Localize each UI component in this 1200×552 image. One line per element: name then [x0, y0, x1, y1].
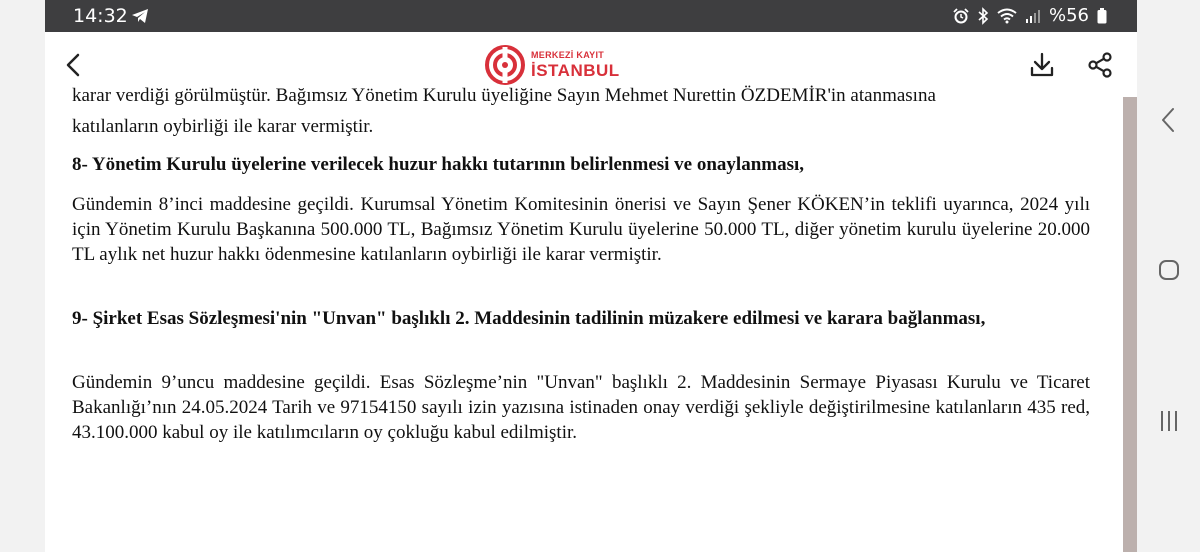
- heading-item-9: 9- Şirket Esas Sözleşmesi'nin "Unvan" başlıklı 2. Maddesinin tadilinin müzakere edilmesi ve karara bağlanması,: [72, 308, 986, 329]
- wifi-icon: [997, 8, 1017, 24]
- phone-screen: [45, 0, 1137, 540]
- heading-item-8: 8- Yönetim Kurulu üyelerine verilecek huzur hakkı tutarının belirlenmesi ve onaylanması,: [72, 154, 805, 175]
- back-arrow-icon[interactable]: [59, 50, 89, 80]
- nav-back-icon[interactable]: [1157, 105, 1181, 135]
- status-icons: [953, 5, 1107, 26]
- pdf-viewer-window: [45, 32, 1137, 552]
- battery-percent: %56: [1048, 5, 1089, 26]
- pdf-page[interactable]: [45, 85, 1123, 552]
- android-nav-bar: [1137, 0, 1200, 540]
- mkk-logo-icon: [485, 45, 525, 85]
- download-icon[interactable]: [1027, 50, 1057, 80]
- nav-home-icon[interactable]: [1157, 258, 1181, 282]
- paragraph-continuation: katılanların oybirliği ile karar vermiştir.: [72, 116, 374, 137]
- paragraph-item-8: Gündemin 8’inci maddesine geçildi. Kurumsal Yönetim Komitesinin önerisi ve Sayın Şener KÖKEN’in teklifi uyarınca, 2024 yılı için Yönetim Kurulu Başkanına 500.000 TL, Bağımsız Yönetim Kurulu üyelerine 50.000 TL, diğer yönetim kurulu üyelerine 20.000 TL aylık net huzur hakkı ödenmesine katılanların oybirliği ile karar vermiştir.: [72, 194, 1090, 265]
- bluetooth-icon: [977, 8, 989, 24]
- nav-recents-icon[interactable]: [1157, 408, 1181, 434]
- logo-top-text: MERKEZİ KAYIT: [531, 50, 605, 60]
- status-time: 14:32: [73, 5, 128, 27]
- share-icon[interactable]: [1085, 50, 1115, 80]
- alarm-icon: [953, 8, 969, 24]
- telegram-icon: [131, 8, 149, 24]
- status-bar: [45, 0, 1137, 32]
- cut-off-line: karar verdiği görülmüştür. Bağımsız Yönetim Kurulu üyeliğine Sayın Mehmet Nurettin ÖZDEMİR'in atanmasına: [72, 85, 936, 106]
- signal-icon: [1025, 8, 1041, 24]
- logo-main-text: İSTANBUL: [531, 61, 620, 80]
- battery-icon: [1097, 8, 1107, 24]
- document-area[interactable]: [45, 85, 1137, 552]
- mkk-logo: [485, 44, 620, 86]
- paragraph-item-9: Gündemin 9’uncu maddesine geçildi. Esas Sözleşme’nin "Unvan" başlıklı 2. Maddesinin Sermaye Piyasası Kurulu ve Ticaret Bakanlığı’nın 24.05.2024 Tarih ve 97154150 sayılı izin yazısına istinaden onay verdiği şekliyle değiştirilmesine katılanların 435 red, 43.100.000 kabul oy ile katılımcıların oy çokluğu kabul edilmiştir.: [72, 372, 1090, 443]
